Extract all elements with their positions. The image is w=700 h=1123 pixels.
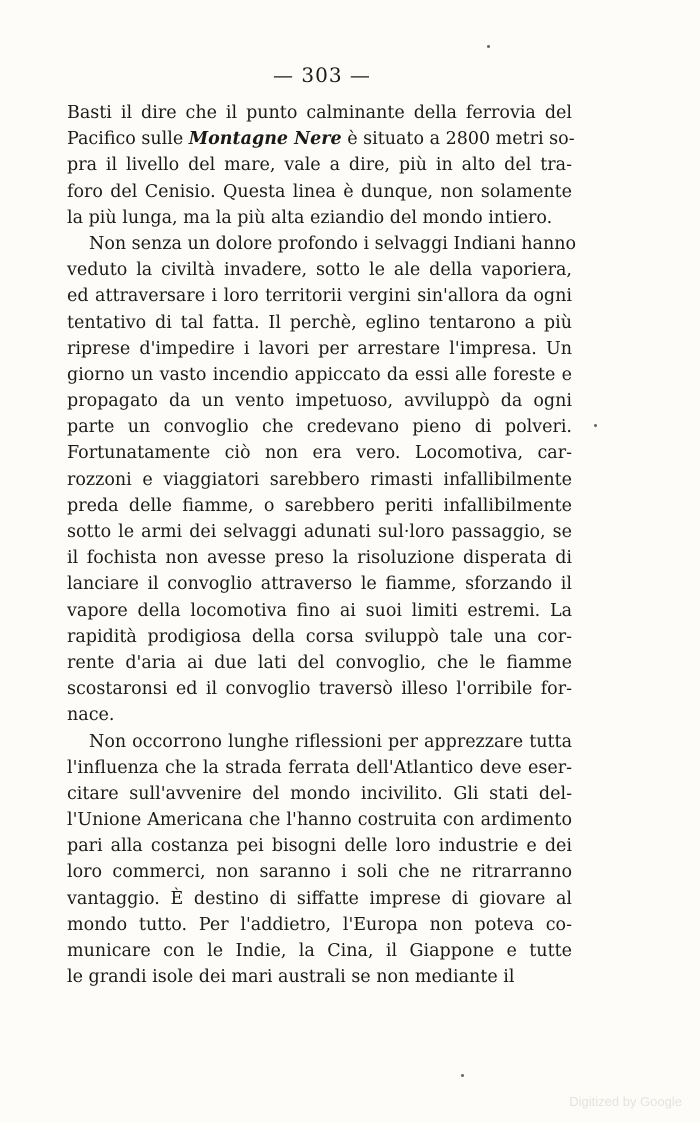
text-line: le grandi isole dei mari australi se non mediante il — [67, 967, 515, 988]
body-text — [67, 100, 577, 990]
text-line: Pacifico sulle Montagne Nere è situato a 2800 metri so- — [67, 129, 575, 150]
text-line: veduto la civiltà invadere, sotto le ale della vaporiera, — [67, 260, 572, 281]
text-line: loro commerci, non saranno i soli che ne ritrarranno — [67, 862, 572, 883]
text-line: Non occorrono lunghe riflessioni per apprezzare tutta — [89, 731, 572, 752]
text-line: nace. — [67, 705, 115, 726]
text-line: Fortunatamente ciò non era vero. Locomotiva, car- — [67, 443, 572, 464]
text-line: vapore della locomotiva fino ai suoi limiti estremi. La — [67, 600, 572, 621]
text-line: municare con le Indie, la Cina, il Giappone e tutte — [67, 941, 572, 961]
watermark: Digitized by Google — [569, 1094, 682, 1109]
ink-speck — [487, 45, 490, 48]
text-line: propagato da un vento impetuoso, avviluppò da ogni — [67, 391, 572, 412]
text-line: citare sull'avvenire del mondo incivilito. Gli stati del- — [67, 783, 572, 804]
ink-speck — [594, 424, 597, 427]
text-line: sotto le armi dei selvaggi adunati sul·loro passaggio, se — [67, 522, 572, 542]
text-line: Basti il dire che il punto calminante della ferrovia del — [67, 103, 572, 123]
text-line: rozzoni e viaggiatori sarebbero rimasti infallibilmente — [67, 469, 572, 490]
paragraph — [67, 231, 577, 729]
text-line: foro del Cenisio. Questa linea è dunque, non solamente — [67, 181, 572, 202]
paragraph — [67, 100, 575, 231]
text-line: il fochista non avesse preso la risoluzione disperata di — [67, 548, 572, 569]
text-line: tentativo di tal fatta. Il perchè, eglino tentarono a più — [67, 312, 572, 333]
paragraph — [67, 729, 572, 991]
text-line: lanciare il convoglio attraverso le fiamme, sforzando il — [67, 574, 572, 595]
text-line: vantaggio. È destino di siffatte imprese di giovare al — [67, 888, 572, 909]
ink-speck — [461, 1074, 464, 1077]
text-line: la più lunga, ma la più alta eziandio del mondo intiero. — [67, 207, 553, 228]
text-line: rente d'aria ai due lati del convoglio, che le fiamme — [67, 652, 572, 673]
text-line: l'Unione Americana che l'hanno costruita con ardimento — [67, 810, 572, 831]
page-number: — 303 — — [273, 63, 371, 87]
text-line: pari alla costanza pei bisogni delle loro industrie e dei — [67, 836, 572, 857]
text-line: ed attraversare i loro territorii vergini sin'allora da ogni — [67, 286, 572, 307]
text-line: scostaronsi ed il convoglio traversò illeso l'orribile for- — [67, 679, 572, 700]
text-line: mondo tutto. Per l'addietro, l'Europa non poteva co- — [67, 914, 572, 935]
text-line: parte un convoglio che credevano pieno di polveri. — [67, 417, 572, 438]
text-line: pra il livello del mare, vale a dire, più in alto del tra- — [67, 155, 572, 176]
text-line: l'influenza che la strada ferrata dell'Atlantico deve eser- — [67, 757, 572, 778]
text-line: riprese d'impedire i lavori per arrestare l'impresa. Un — [67, 338, 572, 359]
text-line: rapidità prodigiosa della corsa sviluppò tale una cor- — [67, 626, 572, 647]
text-line: giorno un vasto incendio appiccato da essi alle foreste e — [67, 364, 572, 385]
text-line: preda delle fiamme, o sarebbero periti infallibilmente — [67, 495, 572, 516]
text-line: Non senza un dolore profondo i selvaggi Indiani hanno — [89, 233, 577, 254]
